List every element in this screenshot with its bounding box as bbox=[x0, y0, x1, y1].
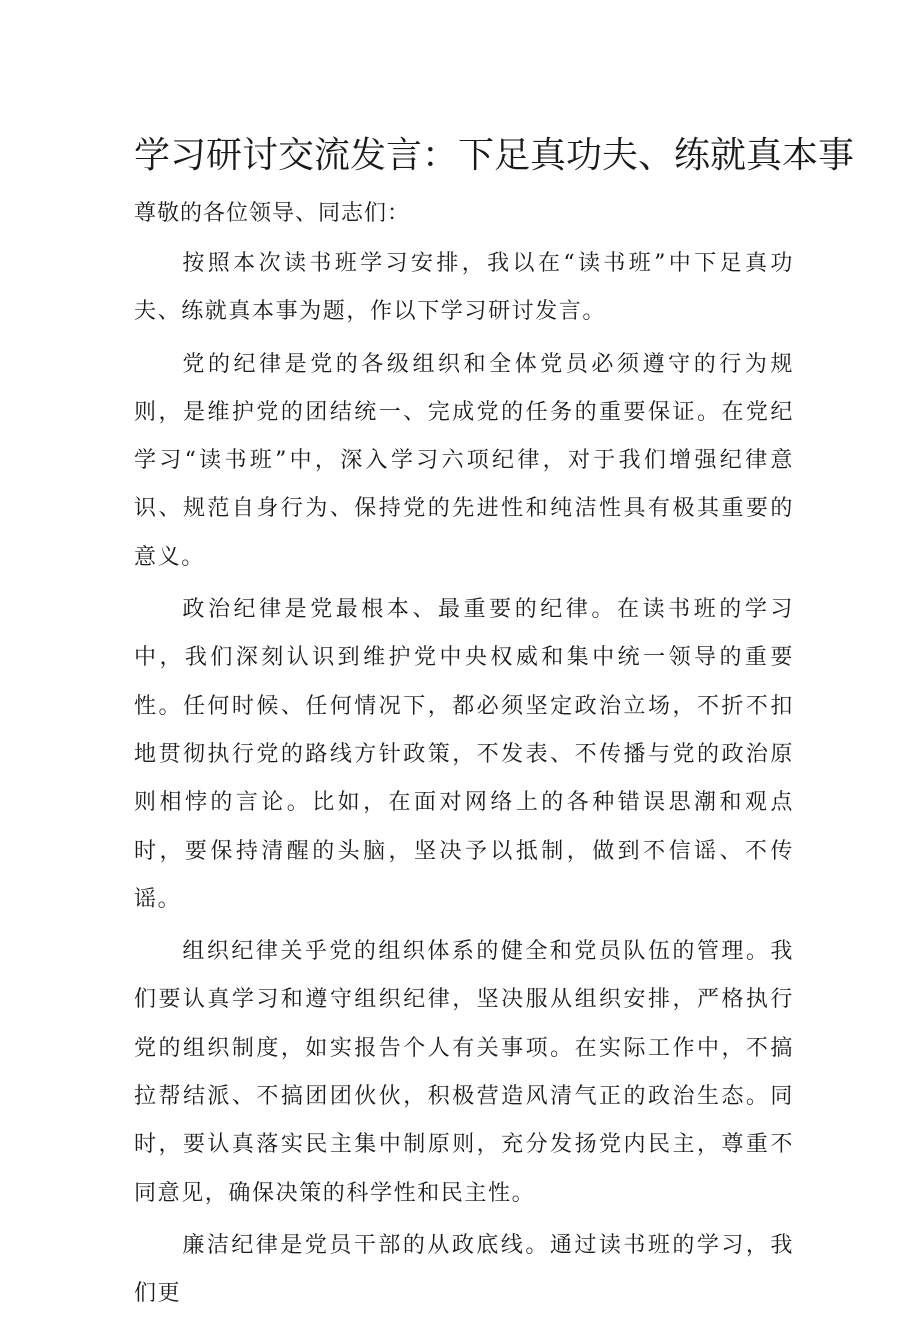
paragraph-intro: 按照本次读书班学习安排，我以在“读书班”中下足真功夫、练就真本事为题，作以下学习研讨发言。 bbox=[134, 251, 794, 325]
greeting: 尊敬的各位领导、同志们： bbox=[134, 201, 411, 226]
paragraph-integrity-discipline: 廉洁纪律是党员干部的从政底线。通过读书班的学习，我们更 bbox=[134, 1232, 794, 1307]
paragraph-political-discipline: 政治纪律是党最根本、最重要的纪律。在读书班的学习中，我们深刻认识到维护党中央权威和集中统一领导的重要性。任何时候、任何情况下，都必须坚定政治立场，不折不扣地贯彻执行党的路线方针政策，不发表、不传播与党的政治原则相悖的言论。比如，在面对网络上的各种错误思潮和观点时，要保持清醒的头脑，坚决予以抵制，做到不信谣、不传谣。 bbox=[134, 597, 794, 912]
document-title: 学习研讨交流发言：下足真功夫、练就真本事 bbox=[134, 135, 855, 176]
paragraph-organizational-discipline: 组织纪律关乎党的组织体系的健全和党员队伍的管理。我们要认真学习和遵守组织纪律，坚决服从组织安排，严格执行党的组织制度，如实报告个人有关事项。在实际工作中，不搞拉帮结派、不搞团团伙伙，积极营造风清气正的政治生态。同时，要认真落实民主集中制原则，充分发扬党内民主，尊重不同意见，确保决策的科学性和民主性。 bbox=[134, 939, 794, 1206]
paragraph-discipline-overview: 党的纪律是党的各级组织和全体党员必须遵守的行为规则，是维护党的团结统一、完成党的任务的重要保证。在党纪学习“读书班”中，深入学习六项纪律，对于我们增强纪律意识、规范自身行为、保持党的先进性和纯洁性具有极其重要的意义。 bbox=[134, 351, 794, 570]
document-body bbox=[134, 192, 794, 1323]
